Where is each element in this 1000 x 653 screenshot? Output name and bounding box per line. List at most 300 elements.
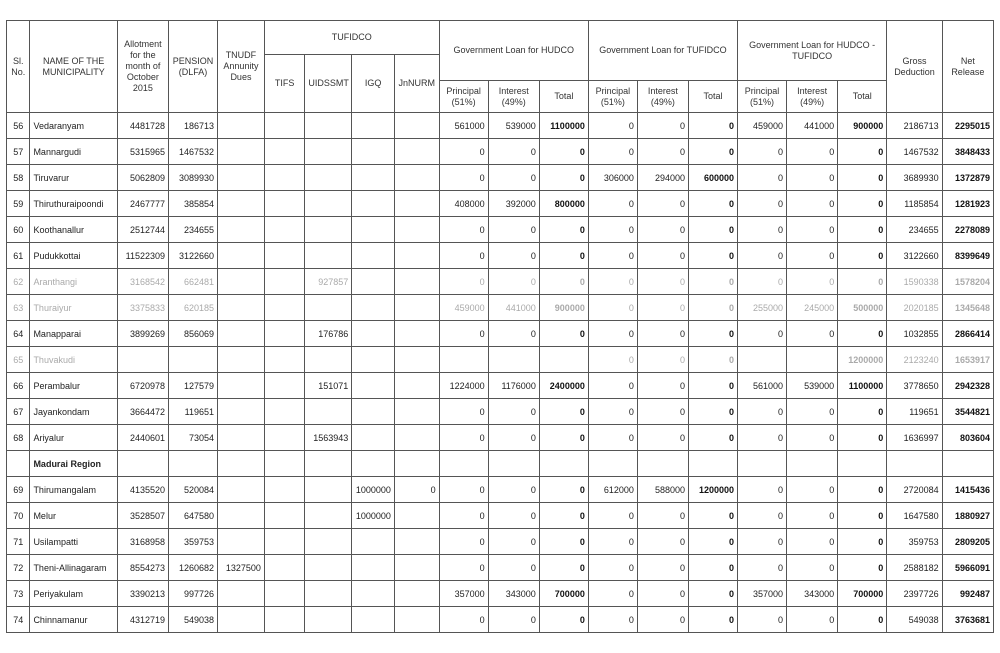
cell-allot [117, 347, 168, 373]
header-hudco-total: Total [539, 81, 588, 113]
table-row [7, 321, 994, 347]
cell-tp: 306000 [588, 165, 637, 191]
cell-gross: 1647580 [887, 503, 942, 529]
cell-jn [394, 451, 439, 477]
cell-tt: 0 [689, 243, 738, 269]
cell-hi: 0 [488, 399, 539, 425]
cell-cp: 561000 [738, 373, 787, 399]
cell-igq [352, 295, 395, 321]
header-allotment: Allotment for the month of October 2015 [117, 21, 168, 113]
cell-hp: 0 [439, 529, 488, 555]
cell-hi: 0 [488, 477, 539, 503]
cell-ht: 0 [539, 165, 588, 191]
table-row [7, 165, 994, 191]
cell-tnudf [218, 139, 265, 165]
cell-allot: 3168542 [117, 269, 168, 295]
cell-tnudf [218, 581, 265, 607]
cell-hi: 441000 [488, 295, 539, 321]
cell-pension: 73054 [168, 425, 217, 451]
cell-allot: 3168958 [117, 529, 168, 555]
cell-cp: 0 [738, 191, 787, 217]
cell-pension: 549038 [168, 607, 217, 633]
header-jnnurm: JnNURM [394, 55, 439, 113]
cell-tifs [264, 555, 305, 581]
cell-ct: 0 [838, 139, 887, 165]
cell-tnudf [218, 347, 265, 373]
cell-gross: 2397726 [887, 581, 942, 607]
cell-uid [305, 217, 352, 243]
cell-allot: 2440601 [117, 425, 168, 451]
cell-name: Thiruthuraipoondi [30, 191, 117, 217]
cell-igq [352, 607, 395, 633]
cell-pension: 127579 [168, 373, 217, 399]
cell-jn [394, 555, 439, 581]
municipality-allotment-table [6, 20, 994, 633]
cell-net: 1415436 [942, 477, 993, 503]
cell-ti: 0 [637, 529, 688, 555]
cell-tt: 0 [689, 399, 738, 425]
cell-cp: 0 [738, 477, 787, 503]
cell-cp: 0 [738, 425, 787, 451]
cell-jn [394, 529, 439, 555]
cell-sl: 69 [7, 477, 30, 503]
cell-ct: 0 [838, 399, 887, 425]
header-tnudf: TNUDF Annunity Dues [218, 21, 265, 113]
cell-hp: 0 [439, 477, 488, 503]
cell-ti: 588000 [637, 477, 688, 503]
cell-name: Thuraiyur [30, 295, 117, 321]
cell-tifs [264, 165, 305, 191]
cell-ht: 0 [539, 529, 588, 555]
cell-hi: 0 [488, 139, 539, 165]
cell-name: Jayankondam [30, 399, 117, 425]
table-row [7, 269, 994, 295]
cell-cp: 255000 [738, 295, 787, 321]
cell-ci: 0 [787, 607, 838, 633]
cell-ti: 0 [637, 243, 688, 269]
cell-uid [305, 347, 352, 373]
cell-ct: 1200000 [838, 347, 887, 373]
cell-net: 5966091 [942, 555, 993, 581]
header-gross: Gross Deduction [887, 21, 942, 113]
cell-ti: 0 [637, 347, 688, 373]
cell-gross: 3778650 [887, 373, 942, 399]
cell-sl: 70 [7, 503, 30, 529]
cell-tt: 0 [689, 269, 738, 295]
cell-uid [305, 139, 352, 165]
cell-gross: 2720084 [887, 477, 942, 503]
cell-tp: 0 [588, 295, 637, 321]
cell-tt [689, 451, 738, 477]
cell-uid [305, 451, 352, 477]
cell-name: Ariyalur [30, 425, 117, 451]
cell-ht: 0 [539, 477, 588, 503]
table-row [7, 477, 994, 503]
cell-sl: 68 [7, 425, 30, 451]
cell-ci [787, 347, 838, 373]
cell-igq [352, 217, 395, 243]
cell-igq [352, 399, 395, 425]
cell-name: Melur [30, 503, 117, 529]
cell-hi: 0 [488, 529, 539, 555]
cell-ci [787, 451, 838, 477]
cell-tt: 600000 [689, 165, 738, 191]
cell-ct: 0 [838, 243, 887, 269]
cell-sl: 58 [7, 165, 30, 191]
cell-hp: 0 [439, 243, 488, 269]
table-row [7, 399, 994, 425]
cell-ti: 0 [637, 113, 688, 139]
cell-jn [394, 399, 439, 425]
cell-net: 1372879 [942, 165, 993, 191]
cell-uid [305, 477, 352, 503]
cell-ht: 700000 [539, 581, 588, 607]
cell-tt: 0 [689, 113, 738, 139]
cell-ti [637, 451, 688, 477]
cell-name: Usilampatti [30, 529, 117, 555]
cell-ci: 245000 [787, 295, 838, 321]
cell-gross: 3689930 [887, 165, 942, 191]
cell-tnudf [218, 373, 265, 399]
cell-ht: 0 [539, 321, 588, 347]
cell-sl: 67 [7, 399, 30, 425]
cell-hi [488, 347, 539, 373]
table-row [7, 243, 994, 269]
cell-tifs [264, 113, 305, 139]
region-row [7, 451, 994, 477]
cell-sl: 63 [7, 295, 30, 321]
cell-ct: 0 [838, 425, 887, 451]
cell-allot [117, 451, 168, 477]
header-igq: IGQ [352, 55, 395, 113]
cell-tifs [264, 529, 305, 555]
cell-hp: 0 [439, 269, 488, 295]
cell-sl: 74 [7, 607, 30, 633]
cell-hp: 0 [439, 139, 488, 165]
cell-hp: 0 [439, 555, 488, 581]
cell-ct: 0 [838, 477, 887, 503]
cell-tp: 0 [588, 321, 637, 347]
cell-ct: 500000 [838, 295, 887, 321]
cell-net: 2295015 [942, 113, 993, 139]
cell-hi: 0 [488, 555, 539, 581]
cell-tnudf [218, 425, 265, 451]
cell-tifs [264, 217, 305, 243]
cell-ct: 0 [838, 529, 887, 555]
cell-pension: 3089930 [168, 165, 217, 191]
header-tufidco: TUFIDCO [264, 21, 439, 55]
cell-ci: 0 [787, 269, 838, 295]
cell-jn [394, 217, 439, 243]
cell-uid [305, 243, 352, 269]
cell-ht: 0 [539, 503, 588, 529]
cell-igq [352, 321, 395, 347]
cell-tnudf [218, 451, 265, 477]
header-ht-total: Total [838, 81, 887, 113]
cell-tp: 612000 [588, 477, 637, 503]
cell-name: Chinnamanur [30, 607, 117, 633]
cell-tt: 0 [689, 529, 738, 555]
header-sl: Sl. No. [7, 21, 30, 113]
cell-net: 2809205 [942, 529, 993, 555]
cell-tifs [264, 581, 305, 607]
cell-tt: 0 [689, 373, 738, 399]
cell-cp [738, 451, 787, 477]
header-gov-tufidco: Government Loan for TUFIDCO [588, 21, 737, 81]
cell-tt: 0 [689, 425, 738, 451]
table-row [7, 113, 994, 139]
cell-sl: 59 [7, 191, 30, 217]
cell-allot: 5315965 [117, 139, 168, 165]
cell-ci: 441000 [787, 113, 838, 139]
cell-tifs [264, 607, 305, 633]
cell-uid: 176786 [305, 321, 352, 347]
cell-ht: 0 [539, 607, 588, 633]
cell-tp: 0 [588, 243, 637, 269]
cell-allot: 3528507 [117, 503, 168, 529]
cell-allot: 8554273 [117, 555, 168, 581]
cell-tt: 0 [689, 217, 738, 243]
cell-tt: 0 [689, 321, 738, 347]
cell-uid [305, 555, 352, 581]
cell-net [942, 451, 993, 477]
cell-hp: 357000 [439, 581, 488, 607]
cell-ti: 0 [637, 399, 688, 425]
cell-name: Thirumangalam [30, 477, 117, 503]
cell-gross: 359753 [887, 529, 942, 555]
cell-ht: 0 [539, 243, 588, 269]
cell-tnudf [218, 399, 265, 425]
table-row [7, 217, 994, 243]
cell-tnudf [218, 529, 265, 555]
cell-hp: 1224000 [439, 373, 488, 399]
cell-tt: 0 [689, 607, 738, 633]
cell-pension: 234655 [168, 217, 217, 243]
cell-pension: 385854 [168, 191, 217, 217]
header-uidssmt: UIDSSMT [305, 55, 352, 113]
header-name: NAME OF THE MUNICIPALITY [30, 21, 117, 113]
cell-name: Periyakulam [30, 581, 117, 607]
cell-allot: 3375833 [117, 295, 168, 321]
cell-net: 3763681 [942, 607, 993, 633]
cell-jn [394, 503, 439, 529]
cell-uid [305, 295, 352, 321]
cell-name: Mannargudi [30, 139, 117, 165]
cell-ct: 0 [838, 607, 887, 633]
cell-tp: 0 [588, 529, 637, 555]
cell-tp: 0 [588, 425, 637, 451]
cell-ht: 0 [539, 555, 588, 581]
header-gov-hudco-tufidco: Government Loan for HUDCO - TUFIDCO [738, 21, 887, 81]
cell-cp: 0 [738, 607, 787, 633]
cell-sl: 65 [7, 347, 30, 373]
cell-net: 3544821 [942, 399, 993, 425]
cell-allot: 3390213 [117, 581, 168, 607]
table-row [7, 347, 994, 373]
cell-igq [352, 373, 395, 399]
cell-ti: 0 [637, 139, 688, 165]
cell-jn [394, 113, 439, 139]
cell-gross: 1185854 [887, 191, 942, 217]
cell-hp: 561000 [439, 113, 488, 139]
cell-ht: 0 [539, 139, 588, 165]
header-ht-interest: Interest (49%) [787, 81, 838, 113]
cell-tp: 0 [588, 269, 637, 295]
cell-hi: 0 [488, 503, 539, 529]
cell-tt: 0 [689, 139, 738, 165]
cell-jn [394, 347, 439, 373]
cell-gross [887, 451, 942, 477]
cell-ti: 0 [637, 503, 688, 529]
cell-tifs [264, 347, 305, 373]
cell-igq [352, 425, 395, 451]
cell-hi: 0 [488, 607, 539, 633]
cell-tnudf [218, 295, 265, 321]
cell-ci: 0 [787, 191, 838, 217]
header-tifs: TIFS [264, 55, 305, 113]
table-row [7, 581, 994, 607]
header-hudco-interest: Interest (49%) [488, 81, 539, 113]
table-row [7, 425, 994, 451]
cell-igq [352, 529, 395, 555]
cell-tifs [264, 399, 305, 425]
cell-igq [352, 165, 395, 191]
cell-ht: 900000 [539, 295, 588, 321]
cell-net: 1578204 [942, 269, 993, 295]
cell-cp: 0 [738, 217, 787, 243]
cell-sl [7, 451, 30, 477]
cell-tt: 0 [689, 555, 738, 581]
cell-tp: 0 [588, 555, 637, 581]
cell-allot: 6720978 [117, 373, 168, 399]
cell-uid [305, 113, 352, 139]
cell-ti: 0 [637, 321, 688, 347]
cell-uid: 927857 [305, 269, 352, 295]
header-net: Net Release [942, 21, 993, 113]
cell-tnudf [218, 321, 265, 347]
cell-tt: 0 [689, 295, 738, 321]
cell-uid [305, 399, 352, 425]
cell-ht [539, 347, 588, 373]
cell-gross: 2588182 [887, 555, 942, 581]
cell-tifs [264, 191, 305, 217]
cell-igq [352, 139, 395, 165]
cell-pension [168, 451, 217, 477]
cell-name: Vedaranyam [30, 113, 117, 139]
cell-ti: 0 [637, 555, 688, 581]
cell-pension: 119651 [168, 399, 217, 425]
cell-net: 1880927 [942, 503, 993, 529]
table-row [7, 529, 994, 555]
table-row [7, 139, 994, 165]
cell-gross: 3122660 [887, 243, 942, 269]
header-tufidco-total: Total [689, 81, 738, 113]
cell-igq [352, 191, 395, 217]
cell-ci: 0 [787, 243, 838, 269]
cell-ht: 0 [539, 425, 588, 451]
cell-ci: 0 [787, 503, 838, 529]
cell-tnudf [218, 113, 265, 139]
cell-tp: 0 [588, 607, 637, 633]
cell-ti: 294000 [637, 165, 688, 191]
cell-jn [394, 607, 439, 633]
cell-net: 1345648 [942, 295, 993, 321]
table-body [7, 113, 994, 633]
cell-hi: 0 [488, 165, 539, 191]
cell-pension: 662481 [168, 269, 217, 295]
cell-uid: 1563943 [305, 425, 352, 451]
cell-cp: 0 [738, 503, 787, 529]
cell-tp: 0 [588, 217, 637, 243]
cell-sl: 62 [7, 269, 30, 295]
table-row [7, 555, 994, 581]
cell-jn [394, 425, 439, 451]
cell-pension: 359753 [168, 529, 217, 555]
cell-tifs [264, 425, 305, 451]
cell-ct: 0 [838, 217, 887, 243]
cell-ti: 0 [637, 581, 688, 607]
cell-ht: 1100000 [539, 113, 588, 139]
cell-jn: 0 [394, 477, 439, 503]
cell-sl: 61 [7, 243, 30, 269]
cell-ci: 0 [787, 425, 838, 451]
cell-allot: 4135520 [117, 477, 168, 503]
cell-igq [352, 347, 395, 373]
cell-igq [352, 243, 395, 269]
cell-ct: 0 [838, 555, 887, 581]
cell-allot: 11522309 [117, 243, 168, 269]
header-tufidco-principal: Principal (51%) [588, 81, 637, 113]
cell-sl: 64 [7, 321, 30, 347]
cell-hp: 0 [439, 399, 488, 425]
cell-hi: 0 [488, 243, 539, 269]
cell-uid: 151071 [305, 373, 352, 399]
cell-cp: 0 [738, 243, 787, 269]
cell-name: Perambalur [30, 373, 117, 399]
cell-name: Koothanallur [30, 217, 117, 243]
cell-net: 2278089 [942, 217, 993, 243]
cell-tnudf [218, 165, 265, 191]
cell-jn [394, 243, 439, 269]
cell-gross: 1467532 [887, 139, 942, 165]
cell-igq [352, 555, 395, 581]
cell-allot: 4481728 [117, 113, 168, 139]
cell-jn [394, 165, 439, 191]
cell-tp: 0 [588, 581, 637, 607]
cell-hp: 408000 [439, 191, 488, 217]
cell-tt: 0 [689, 503, 738, 529]
cell-net: 1281923 [942, 191, 993, 217]
cell-gross: 2123240 [887, 347, 942, 373]
cell-tp: 0 [588, 347, 637, 373]
cell-tp: 0 [588, 373, 637, 399]
cell-hi: 0 [488, 217, 539, 243]
cell-cp: 0 [738, 529, 787, 555]
table-row [7, 295, 994, 321]
cell-pension: 647580 [168, 503, 217, 529]
cell-cp: 0 [738, 139, 787, 165]
cell-ct: 700000 [838, 581, 887, 607]
cell-ht: 0 [539, 269, 588, 295]
cell-tnudf [218, 477, 265, 503]
cell-net: 1653917 [942, 347, 993, 373]
cell-igq: 1000000 [352, 503, 395, 529]
cell-hi: 1176000 [488, 373, 539, 399]
cell-tt: 0 [689, 581, 738, 607]
cell-uid [305, 503, 352, 529]
cell-sl: 56 [7, 113, 30, 139]
cell-uid [305, 191, 352, 217]
